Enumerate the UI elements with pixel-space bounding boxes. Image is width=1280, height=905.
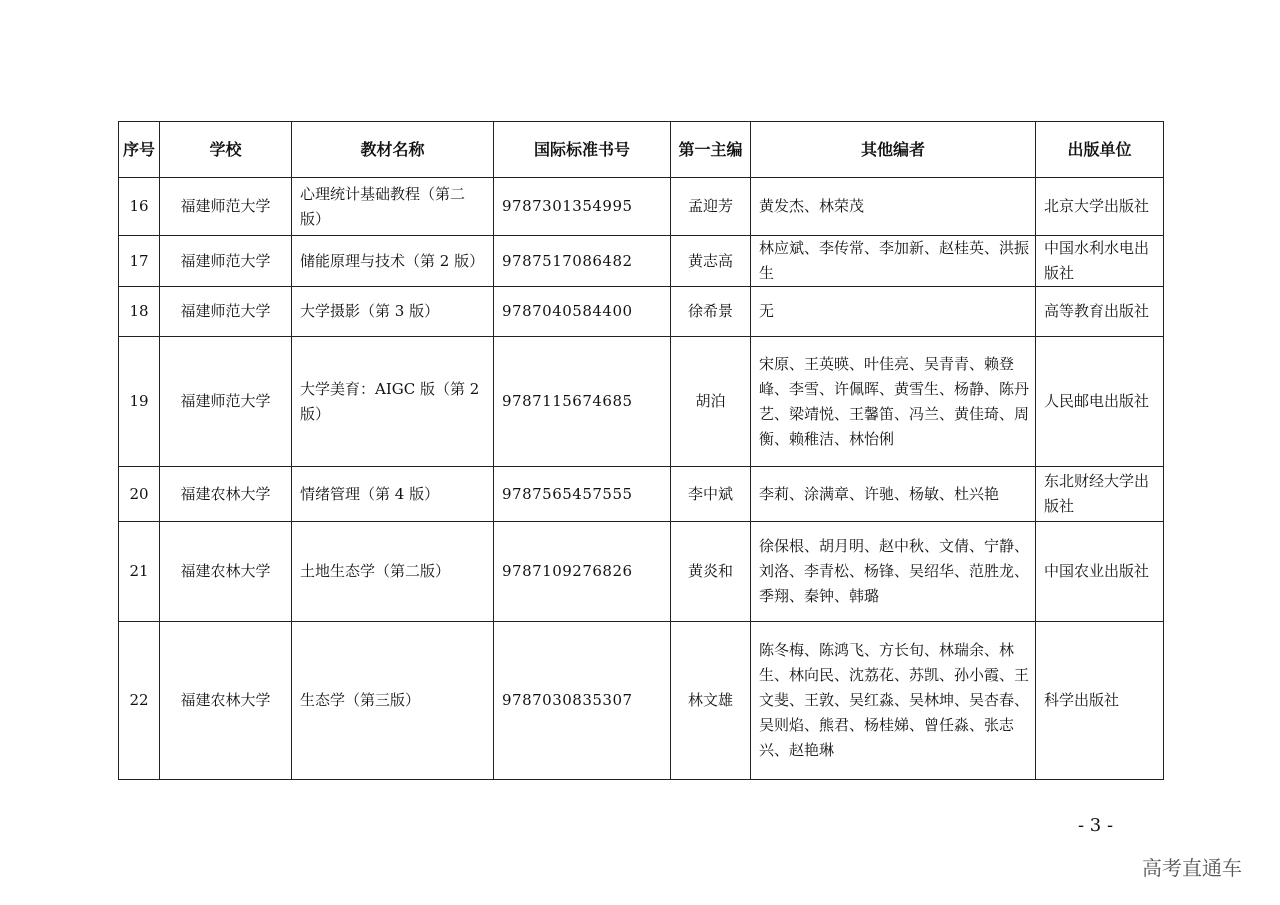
cell-school: 福建农林大学 — [160, 467, 292, 522]
cell-publisher: 高等教育出版社 — [1036, 287, 1164, 337]
table-header-row — [119, 122, 1164, 178]
cell-publisher: 中国水利水电出版社 — [1036, 236, 1164, 287]
textbook-table — [118, 121, 1164, 780]
cell-others: 宋原、王英暎、叶佳亮、吴青青、赖登峰、李雪、许佩晖、黄雪生、杨静、陈丹艺、梁靖悦、王馨笛、冯兰、黄佳琦、周衡、赖稚洁、林怡俐 — [751, 337, 1036, 467]
header-isbn: 国际标准书号 — [494, 122, 671, 178]
cell-seq: 16 — [119, 178, 160, 236]
cell-isbn: 9787301354995 — [494, 178, 671, 236]
cell-school: 福建农林大学 — [160, 522, 292, 622]
cell-school: 福建师范大学 — [160, 236, 292, 287]
cell-title: 情绪管理（第 4 版） — [292, 467, 494, 522]
cell-editor: 胡泊 — [671, 337, 751, 467]
cell-isbn: 9787030835307 — [494, 622, 671, 780]
cell-others: 陈冬梅、陈鸿飞、方长旬、林瑞余、林生、林向民、沈荔花、苏凯、孙小霞、王文斐、王敦、吴红淼、吴林坤、吴杏春、吴则焰、熊君、杨桂娣、曾任淼、张志兴、赵艳琳 — [751, 622, 1036, 780]
cell-school: 福建师范大学 — [160, 178, 292, 236]
table-row — [119, 178, 1164, 236]
watermark: 高考直通车 — [1142, 856, 1242, 880]
cell-title: 储能原理与技术（第 2 版） — [292, 236, 494, 287]
cell-seq: 20 — [119, 467, 160, 522]
cell-isbn: 9787040584400 — [494, 287, 671, 337]
header-seq: 序号 — [119, 122, 160, 178]
cell-isbn: 9787565457555 — [494, 467, 671, 522]
table-row — [119, 622, 1164, 780]
cell-seq: 22 — [119, 622, 160, 780]
cell-school: 福建师范大学 — [160, 337, 292, 467]
cell-isbn: 9787115674685 — [494, 337, 671, 467]
page-number: - 3 - — [1078, 815, 1114, 836]
table-row — [119, 467, 1164, 522]
cell-title: 大学摄影（第 3 版） — [292, 287, 494, 337]
cell-seq: 18 — [119, 287, 160, 337]
cell-others: 无 — [751, 287, 1036, 337]
cell-editor: 李中斌 — [671, 467, 751, 522]
cell-seq: 17 — [119, 236, 160, 287]
cell-others: 林应斌、李传常、李加新、赵桂英、洪振生 — [751, 236, 1036, 287]
cell-editor: 徐希景 — [671, 287, 751, 337]
header-title: 教材名称 — [292, 122, 494, 178]
header-others: 其他编者 — [751, 122, 1036, 178]
cell-title: 土地生态学（第二版） — [292, 522, 494, 622]
cell-others: 徐保根、胡月明、赵中秋、文倩、宁静、刘洛、李青松、杨锋、吴绍华、范胜龙、季翔、秦钟、韩璐 — [751, 522, 1036, 622]
cell-title: 生态学（第三版） — [292, 622, 494, 780]
cell-publisher: 北京大学出版社 — [1036, 178, 1164, 236]
cell-editor: 林文雄 — [671, 622, 751, 780]
cell-seq: 19 — [119, 337, 160, 467]
cell-publisher: 科学出版社 — [1036, 622, 1164, 780]
table-row — [119, 337, 1164, 467]
cell-isbn: 9787109276826 — [494, 522, 671, 622]
table-row — [119, 287, 1164, 337]
cell-others: 李莉、涂满章、许驰、杨敏、杜兴艳 — [751, 467, 1036, 522]
cell-others: 黄发杰、林荣茂 — [751, 178, 1036, 236]
cell-publisher: 人民邮电出版社 — [1036, 337, 1164, 467]
cell-editor: 黄炎和 — [671, 522, 751, 622]
table-row — [119, 522, 1164, 622]
cell-publisher: 东北财经大学出版社 — [1036, 467, 1164, 522]
cell-publisher: 中国农业出版社 — [1036, 522, 1164, 622]
cell-seq: 21 — [119, 522, 160, 622]
header-school: 学校 — [160, 122, 292, 178]
cell-title: 心理统计基础教程（第二版） — [292, 178, 494, 236]
cell-school: 福建农林大学 — [160, 622, 292, 780]
header-publisher: 出版单位 — [1036, 122, 1164, 178]
cell-school: 福建师范大学 — [160, 287, 292, 337]
cell-editor: 黄志高 — [671, 236, 751, 287]
header-editor: 第一主编 — [671, 122, 751, 178]
cell-title: 大学美育：AIGC 版（第 2 版） — [292, 337, 494, 467]
cell-editor: 孟迎芳 — [671, 178, 751, 236]
table-row — [119, 236, 1164, 287]
cell-isbn: 9787517086482 — [494, 236, 671, 287]
